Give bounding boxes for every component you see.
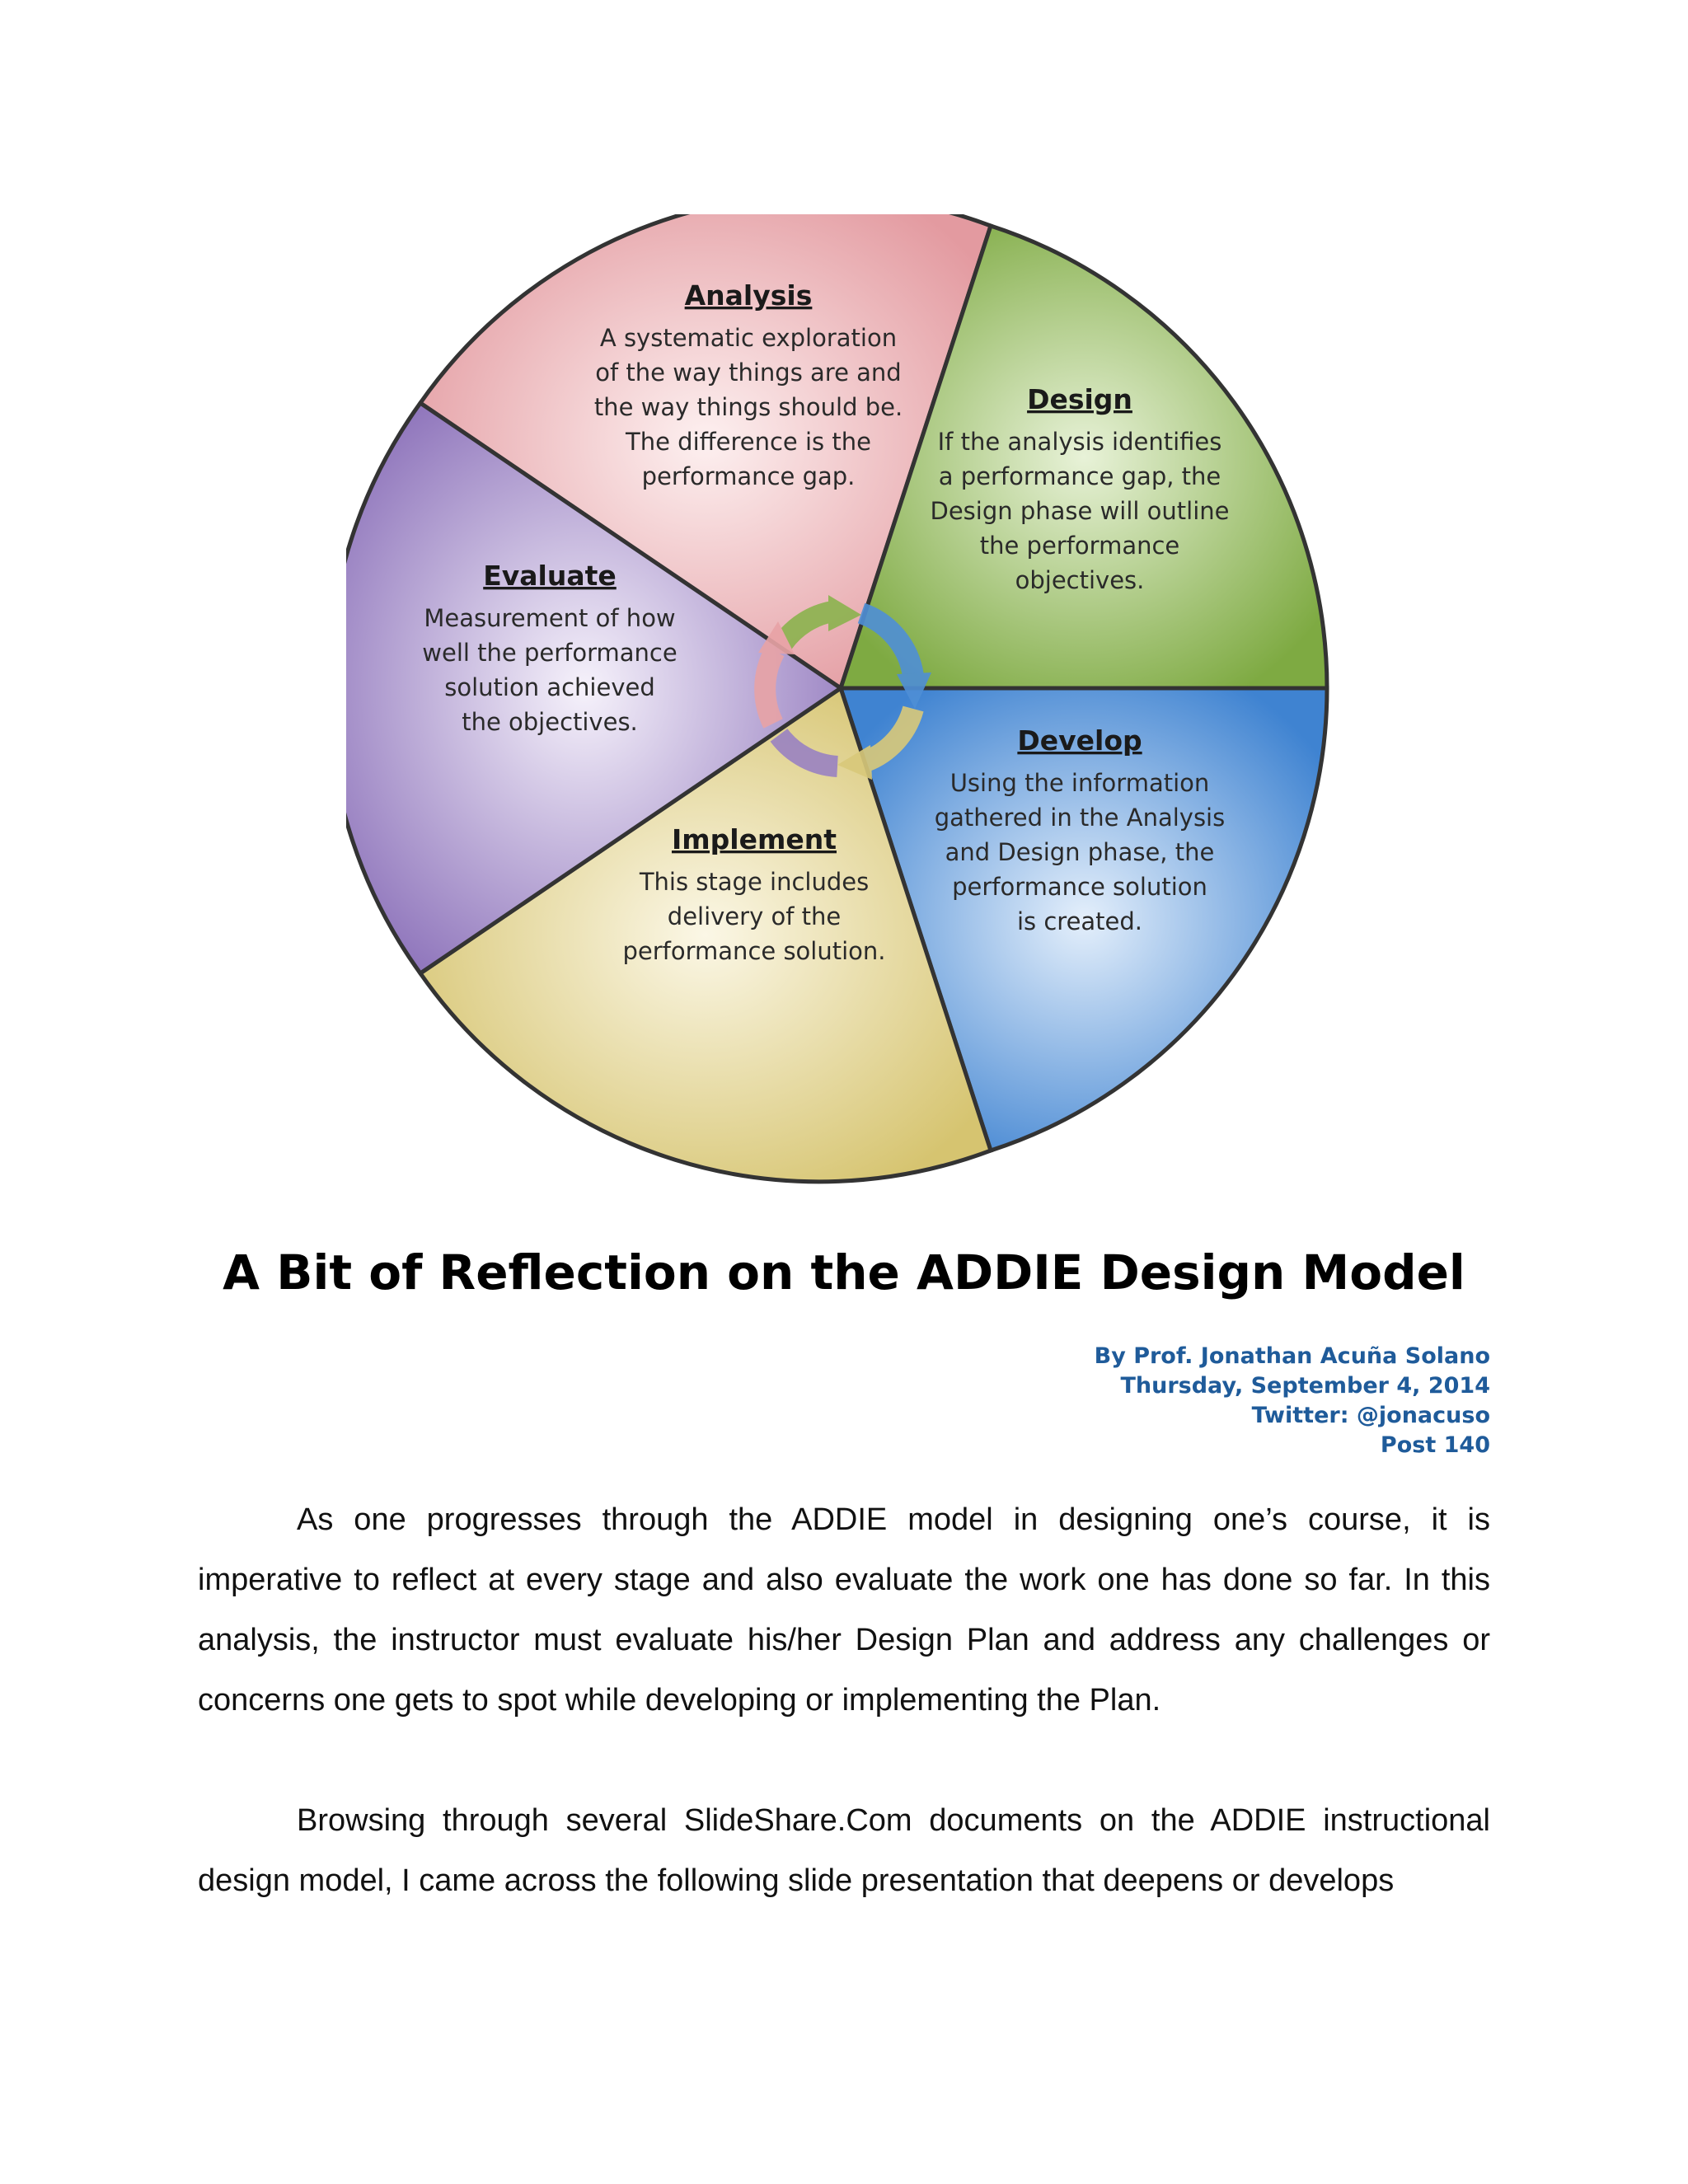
implement-description-line: performance solution. — [622, 937, 886, 965]
analysis-description-line: The difference is the — [626, 428, 871, 456]
design-description-line: a performance gap, the — [938, 462, 1221, 490]
design-description-line: Design phase will outline — [930, 497, 1230, 525]
implement-description-line: This stage includes — [639, 868, 870, 896]
author-line: By Prof. Jonathan Acuña Solano — [1094, 1343, 1490, 1369]
evaluate-description-line: solution achieved — [444, 673, 655, 701]
analysis-description-line: the way things should be. — [593, 393, 903, 421]
evaluate-description-line: well the performance — [422, 639, 678, 667]
analysis-description-line: A systematic exploration — [599, 324, 898, 352]
develop-description-line: Using the information — [950, 769, 1210, 797]
develop-description-line: performance solution — [952, 873, 1207, 901]
design-title: Design — [1027, 383, 1132, 415]
develop-title: Develop — [1017, 724, 1142, 757]
post-number: Post 140 — [1380, 1432, 1490, 1458]
implement-title: Implement — [671, 823, 837, 855]
analysis-description-line: performance gap. — [641, 462, 856, 490]
evaluate-title: Evaluate — [483, 560, 617, 592]
evaluate-description-line: Measurement of how — [424, 604, 676, 632]
byline — [1095, 1342, 1490, 1460]
body-paragraph-1: As one progresses through the ADDIE model in designing one’s course, it is imperative to reflect at every stage and also evaluate the work one has done so far. In this analysis, the instructor must evaluate his/her Design Plan and address any challenges or concerns one gets to spot while developing or implementing the Plan. — [198, 1502, 1490, 1718]
implement-description-line: delivery of the — [667, 902, 842, 930]
analysis-description-line: of the way things are and — [595, 359, 902, 387]
date-line: Thursday, September 4, 2014 — [1120, 1373, 1490, 1399]
develop-description-line: is created. — [1016, 907, 1143, 935]
article-title: A Bit of Reflection on the ADDIE Design Model — [223, 1244, 1465, 1301]
design-description-line: If the analysis identifies — [937, 428, 1222, 456]
develop-description-line: and Design phase, the — [945, 838, 1215, 866]
body-paragraph-2: Browsing through several SlideShare.Com documents on the ADDIE instructional design model, I came across the following slide presentation that deepens or develops — [198, 1803, 1490, 1898]
design-description-line: objectives. — [1015, 566, 1145, 594]
develop-description-line: gathered in the Analysis — [934, 804, 1226, 832]
twitter-handle: Twitter: @jonacuso — [1251, 1403, 1490, 1428]
analysis-title: Analysis — [684, 279, 813, 312]
addie-cycle-diagram — [346, 214, 1335, 1203]
design-description-line: the performance — [979, 532, 1180, 560]
evaluate-description-line: the objectives. — [462, 708, 638, 736]
